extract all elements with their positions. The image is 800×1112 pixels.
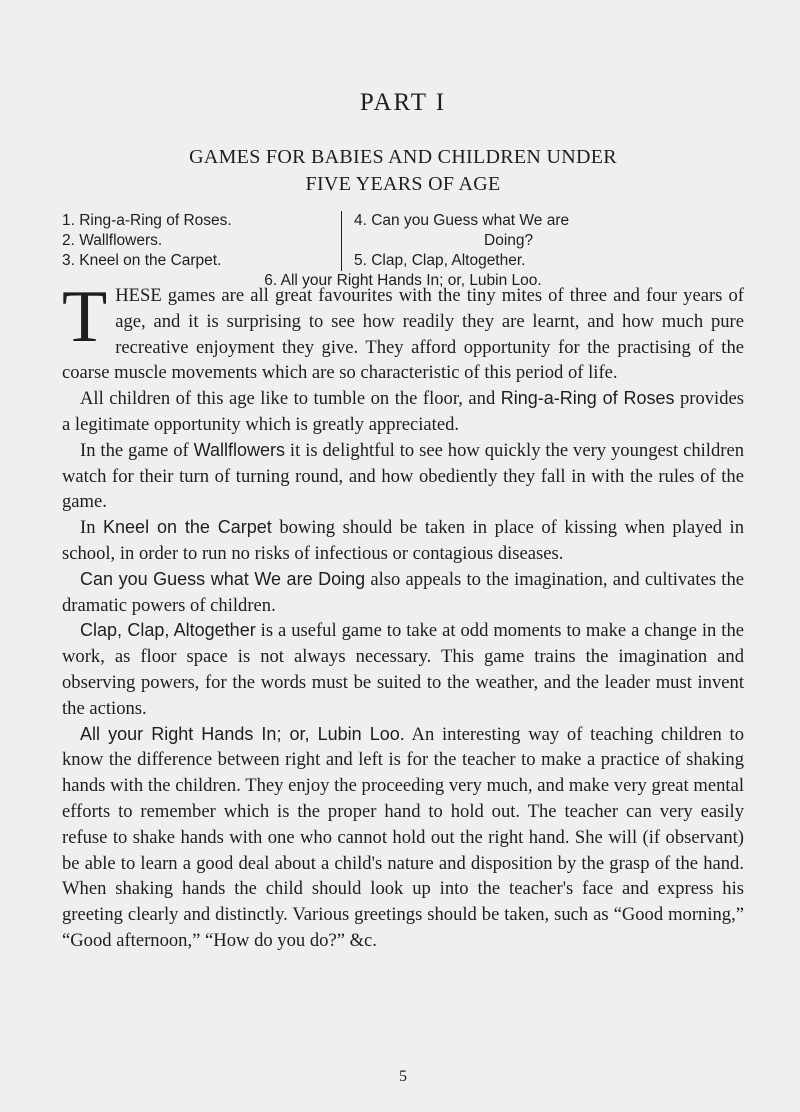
- paragraph-3: [62, 438, 744, 515]
- paragraph-4-post: bowing should be taken in place of kissing when played in school, in order to run no risks of infectious or contagious diseases.: [62, 517, 744, 564]
- game-name-right-hands-in: All your Right Hands In; or, Lubin Loo.: [80, 723, 405, 744]
- paragraph-2-pre: All children of this age like to tumble on the floor, and: [80, 388, 501, 410]
- game-name-wallflowers: Wallflowers: [193, 439, 286, 460]
- game-name-can-you-guess: Can you Guess what We are Doing: [80, 568, 366, 589]
- paragraph-6: [62, 618, 744, 721]
- contents-item-6: 6. All your Right Hands In; or, Lubin Loo.: [264, 272, 542, 289]
- paragraph-4-pre: In: [80, 517, 104, 539]
- section-title-line-1: GAMES FOR BABIES AND CHILDREN UNDER: [189, 146, 617, 168]
- section-title-line-2: FIVE YEARS OF AGE: [305, 173, 501, 195]
- paragraph-3-post: it is delightful to see how quickly the very youngest children watch for their turn of turning round, and how obediently they fall in with the rules of the game.: [62, 439, 744, 513]
- contents-item-4: 4. Can you Guess what We are: [354, 212, 570, 229]
- contents-divider: [341, 211, 342, 271]
- paragraph-6-post: is a useful game to take at odd moments to make a change in the work, as floor space is not always necessary. This game trains the imagination and observing powers, for the words must be suited to the weather, and the leader must invent the actions.: [62, 620, 744, 719]
- paragraph-2: [62, 386, 744, 438]
- paragraph-5-post: also appeals to the imagination, and cultivates the dramatic powers of children.: [62, 568, 744, 616]
- contents-item-3: 3. Kneel on the Carpet.: [62, 252, 222, 269]
- part-title: PART I: [359, 89, 447, 116]
- game-name-clap-clap: Clap, Clap, Altogether: [80, 620, 256, 641]
- paragraph-5: [62, 567, 744, 619]
- paragraph-2-post: provides a legitimate opportunity which is greatly appreciated.: [62, 388, 744, 435]
- contents-item-2: 2. Wallflowers.: [62, 232, 163, 249]
- drop-cap: T: [62, 276, 108, 358]
- section-title: [62, 144, 744, 198]
- contents-left-column: [62, 211, 332, 271]
- contents-item-5: 5. Clap, Clap, Altogether.: [354, 252, 526, 269]
- paragraph-7: [62, 722, 744, 954]
- paragraph-3-pre: In the game of: [80, 439, 194, 461]
- contents-item-4-continued: Doing?: [484, 232, 534, 249]
- page-number: 5: [399, 1068, 407, 1085]
- paragraph-1-text: HESE games are all great favourites with the tiny mites of three and four years of age, and it is surprising to see how readily they are learnt, and how much pure recreative enjoyment they give. They afford opportunity for the practising of the coarse muscle movements which are so characteristic of this period of life.: [62, 285, 744, 384]
- game-name-ring-a-ring: Ring-a-Ring of Roses: [500, 388, 675, 409]
- paragraph-7-post: An interesting way of teaching children to know the difference between right and left is for the teacher to make a practice of shaking hands with the children. They enjoy the proceeding very much, and make very great mental efforts to remember which is the proper hand to hold out. The teacher can very easily refuse to shake hands with one who cannot hold out the right hand. She will (if observant) be able to learn a good deal about a child's nature and disposition by the grasp of the hand. When shaking hands the child should look up into the teacher's face and express his greeting clearly and distinctly. Various greetings should be taken, such as “Good morning,” “Good afternoon,” “How do you do?” &c.: [62, 723, 744, 951]
- paragraph-4: [62, 515, 744, 567]
- contents-right-column: [354, 211, 744, 271]
- game-name-kneel-on-carpet: Kneel on the Carpet: [103, 517, 272, 538]
- contents-item-1: 1. Ring-a-Ring of Roses.: [62, 212, 232, 229]
